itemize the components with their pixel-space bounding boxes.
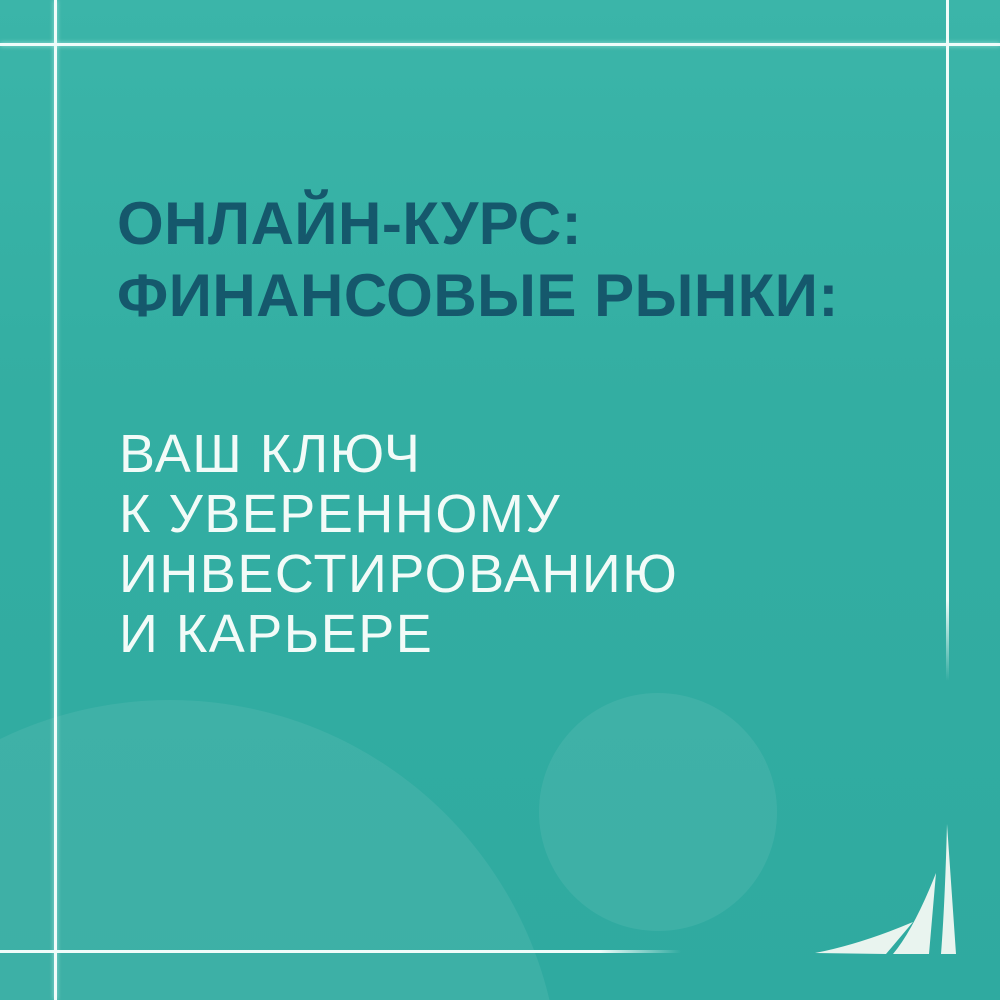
course-title-line-1: ОНЛАЙН-КУРС: <box>117 190 583 257</box>
frame-line-left <box>54 0 57 1000</box>
frame-line-top <box>0 43 1000 46</box>
background-circle-medium <box>539 693 777 931</box>
frame-line-bottom <box>0 950 681 953</box>
course-subtitle-line-3: ИНВЕСТИРОВАНИЮ <box>119 544 679 604</box>
frame-line-right <box>946 0 949 681</box>
background-circle-large <box>0 700 560 1000</box>
course-subtitle-line-2: К УВЕРЕННОМУ <box>119 484 562 544</box>
course-subtitle <box>119 424 678 664</box>
growth-sails-logo-icon <box>813 816 958 961</box>
course-subtitle-line-1: ВАШ КЛЮЧ <box>119 424 422 484</box>
course-title <box>117 188 839 332</box>
course-subtitle-line-4: И КАРЬЕРЕ <box>119 604 434 664</box>
course-title-line-2: ФИНАНСОВЫЕ РЫНКИ: <box>117 262 839 329</box>
